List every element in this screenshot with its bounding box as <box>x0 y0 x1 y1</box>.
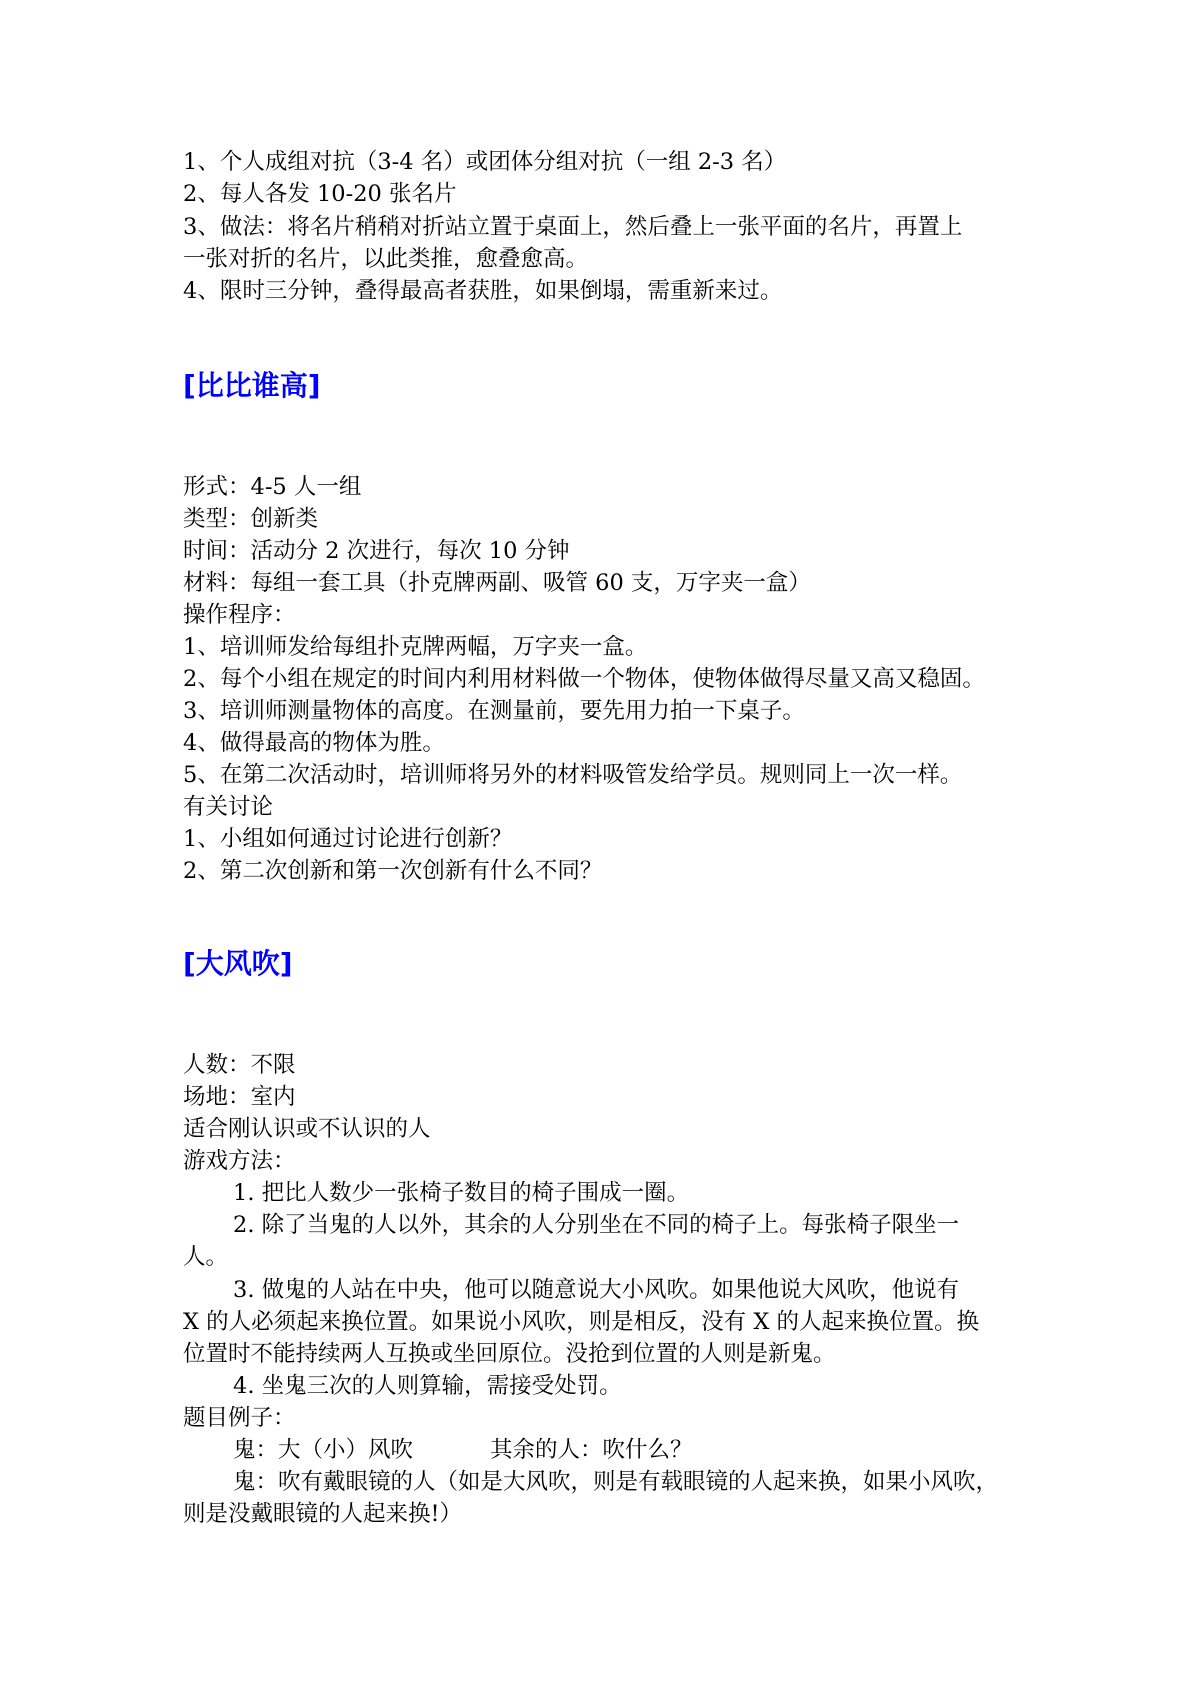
discussion-title: 有关讨论 <box>183 794 274 820</box>
rule-line: 4、限时三分钟，叠得最高者获胜，如果倒塌，需重新来过。 <box>183 278 783 304</box>
example-line: 鬼：吹有戴眼镜的人（如是大风吹，则是有载眼镜的人起来换，如果小风吹， <box>233 1469 999 1495</box>
info-line: 类型：创新类 <box>183 506 319 532</box>
example-line: 则是没戴眼镜的人起来换!） <box>183 1501 463 1527</box>
step-line: 位置时不能持续两人互换或坐回原位。没抢到位置的人则是新鬼。 <box>183 1341 836 1367</box>
step-line: 5、在第二次活动时，培训师将另外的材料吸管发给学员。规则同上一次一样。 <box>183 762 963 788</box>
discussion-line: 2、第二次创新和第一次创新有什么不同？ <box>183 858 603 884</box>
step-line: 2、每个小组在规定的时间内利用材料做一个物体，使物体做得尽量又高又稳固。 <box>183 666 985 692</box>
info-line: 适合刚认识或不认识的人 <box>183 1116 431 1142</box>
step-line: 人。 <box>183 1244 229 1270</box>
section-heading: [比比谁高] <box>183 369 321 402</box>
rule-line: 一张对折的名片，以此类推，愈叠愈高。 <box>183 246 589 272</box>
info-line: 时间：活动分 2 次进行，每次 10 分钟 <box>183 538 570 564</box>
step-line: 1. 把比人数少一张椅子数目的椅子围成一圈。 <box>233 1180 690 1206</box>
step-line: 2. 除了当鬼的人以外，其余的人分别坐在不同的椅子上。每张椅子限坐一 <box>233 1212 960 1238</box>
step-line: X 的人必须起来换位置。如果说小风吹，则是相反，没有 X 的人起来换位置。换 <box>183 1309 979 1335</box>
step-line: 4. 坐鬼三次的人则算输，需接受处罚。 <box>233 1373 622 1399</box>
rule-line: 1、个人成组对抗（3-4 名）或团体分组对抗（一组 2-3 名） <box>183 149 787 175</box>
info-line: 形式：4-5 人一组 <box>183 474 362 500</box>
info-line: 人数：不限 <box>183 1052 296 1078</box>
info-line: 操作程序： <box>183 602 296 628</box>
example-line: 其余的人：吹什么？ <box>490 1437 693 1463</box>
info-line: 场地：室内 <box>183 1084 296 1110</box>
example-line: 鬼：大（小）风吹 <box>233 1437 414 1463</box>
section-heading: [大风吹] <box>183 947 293 980</box>
step-line: 4、做得最高的物体为胜。 <box>183 730 445 756</box>
discussion-line: 1、小组如何通过讨论进行创新？ <box>183 826 513 852</box>
info-line: 游戏方法： <box>183 1148 296 1174</box>
example-title: 题目例子： <box>183 1405 296 1431</box>
info-line: 材料：每组一套工具（扑克牌两副、吸管 60 支，万字夹一盒） <box>183 570 811 596</box>
rule-line: 3、做法：将名片稍稍对折站立置于桌面上，然后叠上一张平面的名片，再置上 <box>183 214 963 240</box>
step-line: 3、培训师测量物体的高度。在测量前，要先用力拍一下桌子。 <box>183 698 805 724</box>
rule-line: 2、每人各发 10-20 张名片 <box>183 181 457 207</box>
step-line: 3. 做鬼的人站在中央，他可以随意说大小风吹。如果他说大风吹，他说有 <box>233 1277 960 1303</box>
step-line: 1、培训师发给每组扑克牌两幅，万字夹一盒。 <box>183 634 648 660</box>
